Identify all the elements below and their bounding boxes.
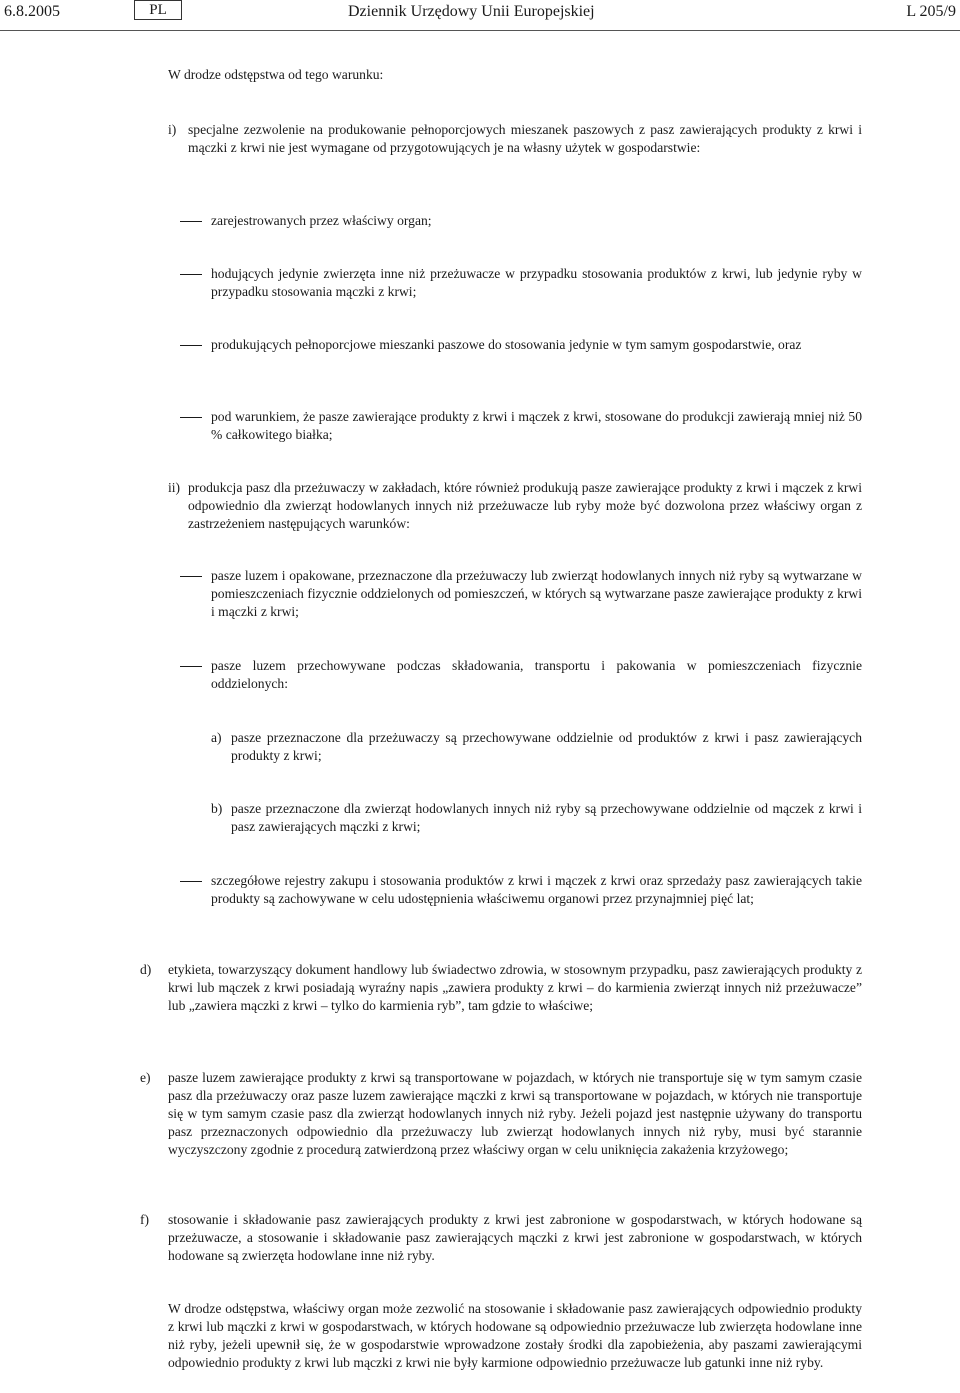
dash-marker [180,274,202,275]
header-date: 6.8.2005 [4,3,60,20]
sub-b-label: b) [211,801,223,816]
item-i-dash-4: pod warunkiem, że pasze zawierające produkty z krwi i mączek z krwi, stosowane do produkcji zawierają mniej niż 50 % całkowitego białka; [211,409,862,442]
sub-b-text: pasze przeznaczone dla zwierząt hodowlanych innych niż ryby są przechowywane oddzielnie od mączek z krwi i pasz zawierających mączki z krwi; [231,801,862,834]
dash-marker [180,345,202,346]
dash-marker [180,881,202,882]
journal-title: Dziennik Urzędowy Unii Europejskiej [348,3,595,20]
item-i-dash-3: produkujących pełnoporcjowe mieszanki paszowe do stosowania jedynie w tym samym gospodarstwie, oraz [211,337,802,352]
item-ii-dash-2: pasze luzem przechowywane podczas składowania, transportu i pakowania w pomieszczeniach fizycznie oddzielonych: [211,658,862,691]
dash-marker [180,576,202,577]
header-rule [0,30,960,31]
dash-marker [180,221,202,222]
item-i-label: i) [168,122,177,137]
intro-paragraph: W drodze odstępstwa od tego warunku: [168,67,384,82]
item-d-label: d) [140,962,152,977]
item-ii-text: produkcja pasz dla przeżuwaczy w zakładach, które również produkują pasze zawierające produkty z krwi i mączek z krwi odpowiednio dla zwierząt hodowlanych innych niż przeżuwacze lub ryby może być dozwolona przez właściwy organ z zastrzeżeniem następujących warunków: [188,480,862,531]
item-i-dash-2: hodujących jedynie zwierzęta inne niż przeżuwacze w przypadku stosowania produktów z krwi, lub jedynie ryby w przypadku stosowania mączki z krwi; [211,266,862,299]
sub-a-label: a) [211,730,222,745]
page-header [0,0,960,32]
item-f-text: stosowanie i składowanie pasz zawierających produkty z krwi jest zabronione w gospodarstwach, w których hodowane są przeżuwacze, a stosowanie i składowanie pasz zawierających mączki z krwi jest zabronione w gospodarstwach, w których hodowane są zwierzęta hodowlane inne niż ryby. [168,1212,862,1263]
item-e-text: pasze luzem zawierające produkty z krwi są transportowane w pojazdach, w których nie transportuje się w tym samym czasie pasz dla przeżuwaczy oraz pasze luzem zawierające mączki z krwi są transportowane w pojazdach, w których nie transportuje się w tym samym czasie pasz dla zwierząt hodowlanych innych niż ryby. Jeżeli pojazd jest następnie używany do transportu pasz przeznaczonych odpowiednio dla przeżuwaczy lub zwierząt hodowlanych innych niż ryby, musi być starannie wyczyszczony zgodnie z procedurą zatwierdzoną przez właściwy organ w celu uniknięcia zakażenia krzyżowego; [168,1070,862,1157]
language-box: PL [134,0,182,20]
item-e-label: e) [140,1070,151,1085]
item-ii-dash-3: szczegółowe rejestry zakupu i stosowania produktów z krwi i mączek z krwi oraz sprzedaży pasz zawierających takie produkty są zachowywane w celu udostępnienia właściwemu organowi przez przynajmniej pięć lat; [211,873,862,906]
page-reference: L 205/9 [906,3,956,20]
item-i-text: specjalne zezwolenie na produkowanie pełnoporcjowych mieszanek paszowych z pasz zawierających produkty z krwi i mączki z krwi nie jest wymagane od przygotowujących je na własny użytek w gospodarstwie: [188,122,862,155]
closing-paragraph: W drodze odstępstwa, właściwy organ może zezwolić na stosowanie i składowanie pasz zawierających odpowiednio produkty z krwi lub mączki z krwi w gospodarstwach, w których hodowane są odpowiednio przeżuwacze lub zwierzęta hodowlane inne niż ryby, jeżeli upewnił się, że w gospodarstwie wprowadzone zostały środki dla zapobieżenia, aby paszami zawierającymi odpowiednio produkty z krwi lub mączki z krwi nie były karmione odpowiednio przeżuwacze lub gatunki inne niż ryby. [168,1301,862,1370]
item-i-dash-1: zarejestrowanych przez właściwy organ; [211,213,432,228]
item-ii-dash-1: pasze luzem i opakowane, przeznaczone dla przeżuwaczy lub zwierząt hodowlanych innych niż ryby są wytwarzane w pomieszczeniach fizycznie oddzielonych od pomieszczeń, w których są wytwarzane pasze zawierające produkty z krwi i mączki z krwi; [211,568,862,619]
item-d-text: etykieta, towarzyszący dokument handlowy lub świadectwo zdrowia, w stosownym przypadku, pasz zawierających produkty z krwi lub mączek z krwi posiadają wyraźny napis „zawiera produkty z krwi – do karmienia zwierząt innych niż przeżuwacze” lub „zawiera mączki z krwi – tylko do karmienia ryb”, tam gdzie to właściwe; [168,962,862,1013]
item-ii-label: ii) [168,480,181,495]
item-f-label: f) [140,1212,150,1227]
sub-a-text: pasze przeznaczone dla przeżuwaczy są przechowywane oddzielnie od produktów z krwi i pasz zawierających produkty z krwi; [231,730,862,763]
dash-marker [180,417,202,418]
dash-marker [180,666,202,667]
